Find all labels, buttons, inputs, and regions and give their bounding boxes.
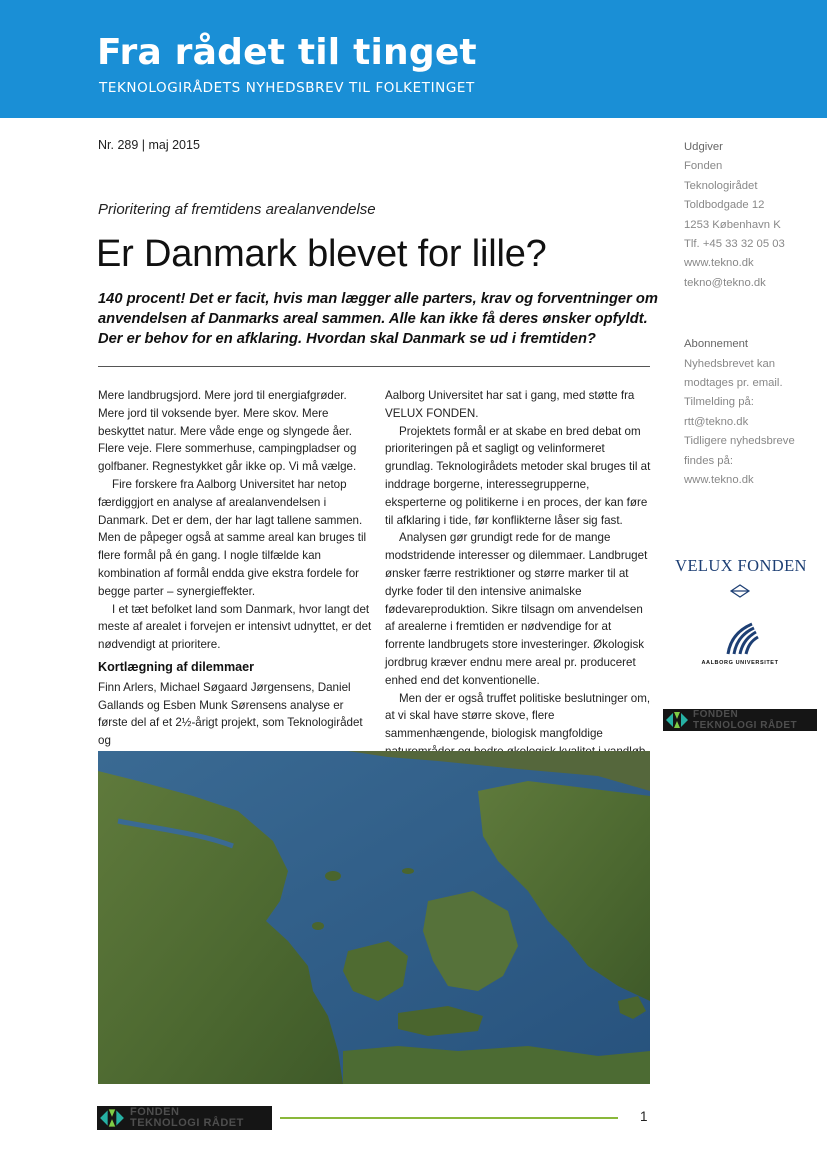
fonden-teknologiraadet-logo bbox=[663, 709, 817, 731]
paragraph: Aalborg Universitet har sat i gang, med støtte fra VELUX FONDEN. bbox=[385, 389, 635, 420]
footer-fonden-logo bbox=[97, 1106, 272, 1130]
footer-rule bbox=[280, 1117, 618, 1119]
subscription-email-link[interactable]: rtt@tekno.dk bbox=[684, 415, 749, 428]
paragraph: I et tæt befolket land som Danmark, hvor langt det meste af arealet i forvejen er intensivt udnyttet, er det nødvendigt at prioritere. bbox=[98, 602, 372, 652]
publisher-line: Fonden bbox=[684, 160, 723, 173]
paragraph: Projektets formål er at skabe en bred debat om prioriteringen på et sagligt og velinformeret grundlag. Teknologirådets metoder skal bruges til at inddrage borgerne, interessegrupperne, eksperterne og politikerne i en proces, der kan føre til afklaring i tide, før konflikterne låser sig fast. bbox=[385, 424, 651, 527]
publisher-website-link[interactable]: www.tekno.dk bbox=[684, 257, 754, 270]
aalborg-universitet-logo-text: AALBORG UNIVERSITET bbox=[701, 660, 779, 666]
fonden-teknologiraadet-mark-icon bbox=[99, 1108, 125, 1128]
subscription-line: Nyhedsbrevet kan bbox=[684, 357, 776, 370]
aalborg-universitet-emblem-icon bbox=[716, 620, 764, 658]
paragraph: Fire forskere fra Aalborg Universitet har netop færdiggjort en analyse af arealanvendelsen i Danmark. Det er dem, der har lagt tallene sammen. Men de påpeger også at samme areal kan bruges til flere formål på én gang. I nogle tilfælde kan kombination af formål endda give ekstra fordele for begge parter – synergieffekter. bbox=[98, 477, 367, 598]
velux-mark-icon bbox=[729, 583, 751, 599]
publisher-label: Udgiver bbox=[684, 141, 723, 153]
publisher-line: Toldbodgade 12 bbox=[684, 199, 765, 212]
paragraph: Finn Arlers, Michael Søgaard Jørgensens, Daniel Gallands og Esben Munk Sørensens analyse er første del af et 2½-årigt projekt, som Teknologirådet og bbox=[98, 680, 363, 748]
article-kicker: Prioritering af fremtidens arealanvendelse bbox=[98, 201, 376, 218]
footer-logo-line2: TEKNOLOGI RÅDET bbox=[130, 1117, 244, 1129]
velux-fonden-logo: VELUX FONDEN bbox=[675, 556, 807, 575]
divider bbox=[98, 366, 650, 367]
paragraph: Mere landbrugsjord. Mere jord til energiafgrøder. Mere jord til voksende byer. Mere skov. Mere beskyttet natur. Mere våde enge og slyngede åer. Flere veje. Flere sommerhuse, campingpladser og golfbaner. Regnestykket går ikke op. Vi må vælge. bbox=[98, 389, 357, 474]
newsletter-subtitle: TEKNOLOGIRÅDETS NYHEDSBREV TIL FOLKETINGET bbox=[99, 80, 475, 96]
subscription-line: modtages pr. email. bbox=[684, 377, 783, 390]
publisher-email-link[interactable]: tekno@tekno.dk bbox=[684, 276, 766, 289]
paragraph: Men der er også truffet politiske beslutninger om, at vi skal have større skove, flere sammenhængende, biologisk mangfoldige bbox=[385, 691, 651, 741]
article-headline: Er Danmark blevet for lille? bbox=[96, 233, 547, 275]
article-lede: 140 procent! Det er facit, hvis man lægger alle parters, krav og forventninger om anvendelsen af Danmarks areal sammen. Alle kan ikke få deres ønsker opfyldt. Der er behov for en afklaring. Hvordan skal Danmark se ud i fremtiden? bbox=[98, 291, 658, 347]
fonden-logo-line1: FONDEN bbox=[693, 709, 739, 720]
subscription-line: Tilmelding på: bbox=[684, 396, 754, 409]
article-column-right bbox=[385, 387, 651, 779]
paragraph: Analysen gør grundigt rede for de mange modstridende interesser og dilemmaer. Landbruget ønsker færre restriktioner og større marker til at dyrke foder til den intensive animalske fødevareproduktion. Sikre tilsagn om anvendelsen af arealerne i fremtiden er nødvendige for at forrente landbrugets store investeringer. Økologisk jordbrug kræver endnu mere areal pr. produceret enhed end det konventionelle. bbox=[385, 531, 648, 687]
section-heading: Kortlægning af dilemmaer bbox=[98, 659, 255, 674]
footer-logo-line1: FONDEN bbox=[130, 1106, 180, 1118]
sidebar bbox=[684, 138, 819, 491]
subscription-line: Tidligere nyhedsbreve bbox=[684, 435, 795, 448]
subscription-line: findes på: bbox=[684, 454, 733, 467]
page-number: 1 bbox=[640, 1109, 648, 1124]
archive-website-link[interactable]: www.tekno.dk bbox=[684, 474, 754, 487]
subscription-label: Abonnement bbox=[684, 338, 749, 351]
publisher-line: 1253 København K bbox=[684, 218, 781, 231]
satellite-map-denmark bbox=[98, 751, 650, 1084]
issue-info: Nr. 289 | maj 2015 bbox=[98, 138, 200, 152]
header-banner bbox=[0, 0, 827, 118]
newsletter-title: Fra rådet til tinget bbox=[97, 32, 477, 73]
article-column-left bbox=[98, 387, 373, 750]
fonden-teknologiraadet-mark-icon bbox=[665, 711, 689, 729]
fonden-logo-line2: TEKNOLOGI RÅDET bbox=[693, 720, 798, 731]
publisher-line: Teknologirådet bbox=[684, 179, 758, 192]
publisher-phone: Tlf. +45 33 32 05 03 bbox=[684, 238, 785, 251]
